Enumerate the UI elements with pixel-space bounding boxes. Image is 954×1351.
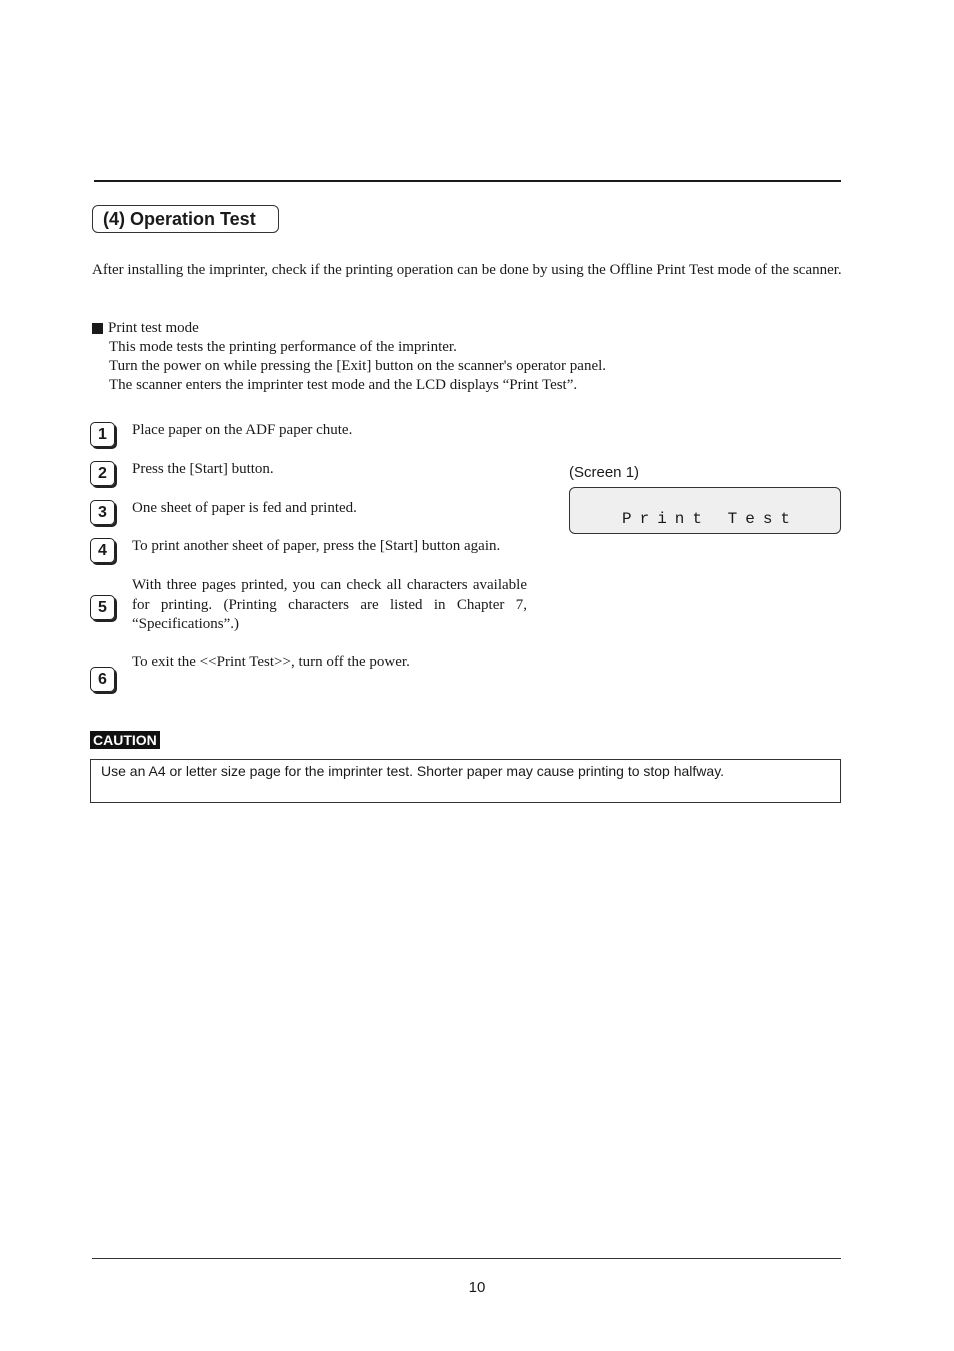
step-number-badge: 1 — [90, 422, 115, 447]
section-title: (4) Operation Test — [92, 205, 279, 233]
print-test-mode-line: Turn the power on while pressing the [Exit] button on the scanner's operator panel. — [109, 358, 607, 374]
print-test-mode-line: This mode tests the printing performance of the imprinter. — [109, 339, 457, 355]
square-bullet-icon — [92, 323, 103, 334]
step-text: Press the [Start] button. — [132, 461, 274, 477]
step-text: To exit the <<Print Test>>, turn off the power. — [132, 654, 410, 670]
step-number-badge: 2 — [90, 461, 115, 486]
top-divider — [94, 180, 841, 182]
print-test-mode-heading-text: Print test mode — [108, 320, 199, 336]
step-text: Place paper on the ADF paper chute. — [132, 422, 353, 438]
step-number-badge: 3 — [90, 500, 115, 525]
print-test-mode-heading — [92, 319, 812, 338]
screen-caption: (Screen 1) — [569, 464, 640, 481]
page-number: 10 — [468, 1279, 486, 1296]
step-text: One sheet of paper is fed and printed. — [132, 500, 357, 516]
step-text: With three pages printed, you can check all characters available for printing. (Printing characters are listed in Chapter 7, “Specifications”.) — [132, 577, 527, 632]
step-number-badge: 6 — [90, 667, 115, 692]
intro-paragraph: After installing the imprinter, check if the printing operation can be done by using the Offline Print Test mode of the scanner. — [92, 262, 842, 278]
bottom-divider — [92, 1258, 841, 1259]
print-test-mode-line: The scanner enters the imprinter test mode and the LCD displays “Print Test”. — [109, 377, 578, 393]
caution-label: CAUTION — [90, 731, 160, 749]
caution-box: Use an A4 or letter size page for the imprinter test. Shorter paper may cause printing to stop halfway. — [90, 759, 841, 803]
lcd-display: Print Test — [569, 487, 841, 534]
print-test-mode-block — [92, 319, 812, 395]
step-number-badge: 4 — [90, 538, 115, 563]
step-number-badge: 5 — [90, 595, 115, 620]
step-text: To print another sheet of paper, press the [Start] button again. — [132, 538, 501, 554]
